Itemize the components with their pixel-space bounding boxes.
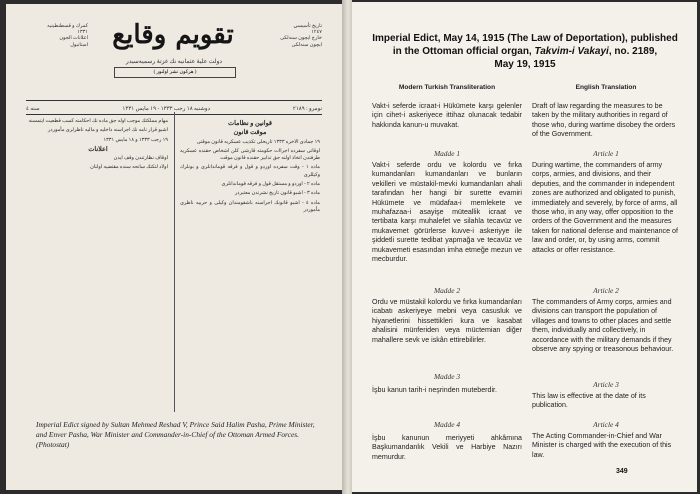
turkish-article-3: Madde 3	[433, 372, 461, 381]
english-article-1-text: During wartime, the commanders of army corps, armies, and divisions, and their deputies, and the commander in independent zones are authorized and obligated to punish, immediately and severely, by force of arms, all those who, in any way, offer opposition to the orders of the Government and the measures taken for national defense and maintenance of law and order, or, by using arms, commit attacks or offer resistance.	[532, 161, 678, 254]
gazette-column-right: قوانين و نظامات موقت قانون ١٩ جمادى الاخره ١٣٣٣ تاريخلى تكذيب عسكريه قانون موقتی اوقاتی سفرده اجراات حكومته قارشی كلن اشخاص حقنده عسكريه طرفندن اتخاذ اولنه جق تدابير حقنده قانون موقت ماده ١ - وقت سفرده اوردو و قول و فرقه قوماندانلری و بونلرك وكيللری ماده ٢ - اوردو و مستقل قول و فرقه قوماندانلری ماده ٣ - اشبو قانون تاريخ نشرندن معتبردر ماده ٤ - اشبو قانونك اجراسنه باشقومندان وكيلی و حربيه ناظری مأموردر	[180, 120, 320, 213]
book-gutter	[342, 0, 352, 494]
page-number: 349	[616, 468, 628, 475]
column-divider	[174, 112, 175, 412]
turkish-article-4: Madde 4	[433, 420, 461, 429]
turkish-article-2-text: Ordu ve müstakil kolordu ve fırka kumandanları icabatı askeriyeye mebni veya casusluk ve hiyanetlerini hissettikleri kura ve kasabat ahalisini münferiden veya müctemian diğer mahallere sevk ve iskân ettirebilirler.	[372, 298, 522, 344]
turkish-article-1-text: Vakt-i seferde ordu ve kolordu ve fırka kumandanları kumandanları ve bunların vekilleri ve müstakil-mevki kumandanları ahali tarafından her hangi bir surette evamiri Hükümete ve müdafaa-i memlekete ve muhafazaa-i asayişe müteallik icraat ve tertibata karşı muhalefet ve silahla tecavüz ve mukavemet görürlerse kuvve-i askeriyye ile şiddetli surette tedibat yapmağa ve tecavüz ve mukavemeti esasından imha etmeğe mezun ve mecburdur.	[372, 161, 522, 264]
gazette-masthead	[26, 20, 322, 78]
turkish-article-3-text: İşbu kanun tarih-i neşrinden muteberdir.	[372, 386, 497, 394]
english-article-4: Article 4	[593, 420, 619, 429]
masthead-left-block: كمرك و قسطنطينيه ١٣٣١ اعلانات الجون استانبول	[47, 24, 88, 48]
masthead-title: تقويم وقايع	[112, 20, 234, 50]
turkish-article-1: Madde 1	[433, 149, 461, 158]
english-intro: Draft of law regarding the measures to be taken by the military authorities in regard of those who, during wartime disobey the orders of the Government.	[532, 102, 676, 139]
temporary-law-heading: موقت قانون	[233, 129, 267, 137]
english-article-3: Article 3	[593, 380, 619, 389]
gazette-column-left: مهام مملكتك موجب اوله جق ماده نك احكامنه كسب قطعيت ايتمسنه اشبو قرار نامه نك اجراسنه داخليه و ماليه ناظرلری مأموردر ١٩ رجب ١٣٣٣ و ١٨ مايس ١٣٣١ اعلانات اوقاف نظارتندن وقف ايدن اولاد لتكتك سانحه سنده مقتضيه اولنان	[28, 119, 168, 171]
english-article-1: Article 1	[593, 149, 619, 158]
translation-page	[352, 2, 697, 492]
masthead-rule	[26, 100, 322, 101]
english-article-2-text: The commanders of Army corps, armies and divisions can transport the population of villages and towns to other places and settle them, individually and collectively, in accordance with the military demands if they observe any spying or treasonous behaviour.	[532, 298, 674, 354]
edict-title: Imperial Edict, May 14, 1915 (The Law of Deportation), published in the Ottoman official organ, Takvim-i Vakayi, no. 2189, May 19, 1915	[372, 33, 678, 71]
ottoman-gazette-page	[6, 4, 342, 490]
masthead-subtitle: دولت عليهٔ عثمانيه نك غزتهٔ رسميه‌سيدر	[125, 59, 223, 65]
english-column-header: English Translation	[575, 84, 637, 91]
laws-heading: قوانين و نظامات	[227, 120, 273, 127]
issue-date: دوشنبه ١٨ رجب ١٣٣٣ - ١٩ مايس ١٣٣١	[122, 106, 211, 112]
photostat-caption: Imperial Edict signed by Sultan Mehmed Reshad V, Prince Said Halim Pasha, Prime Minister, and Enver Pasha, War Minister and Commander-in-Chief of the Ottoman Armed Forces. (Photostat)	[36, 420, 315, 449]
issue-year: سنه ٤	[26, 106, 40, 112]
masthead-box: ( هركون نشر اولنور )	[114, 67, 236, 78]
turkish-article-2: Madde 2	[433, 286, 461, 295]
masthead-right-block: تاريخ تأسيسي ١٢٤٧ خارج ايچون سنه‌لكی ايچون سنه‌لكی	[280, 24, 322, 48]
english-article-3-text: This law is effective at the date of its publication.	[532, 392, 646, 410]
issue-number: نومرو : ٢١٨٩	[292, 106, 322, 112]
turkish-article-4-text: İşbu kanunun meriyyeti ahkâmına Başkumandanlık Vekili ve Harbiye Nazırı memurdur.	[372, 434, 522, 461]
english-article-2: Article 2	[593, 286, 619, 295]
turkish-column-header: Modern Turkish Transliteration	[398, 84, 496, 91]
turkish-intro: Vakt-i seferde icraat-i Hükümete karşı gelenler için cihet-i askeriyece ittihaz olunacak tedabir hakkında kanun-u muvakat.	[372, 102, 522, 129]
announcements-heading: اعلانات	[88, 145, 108, 153]
english-article-4-text: The Acting Commander-in-Chief and War Minister is charged with the execution of this law.	[532, 432, 672, 459]
